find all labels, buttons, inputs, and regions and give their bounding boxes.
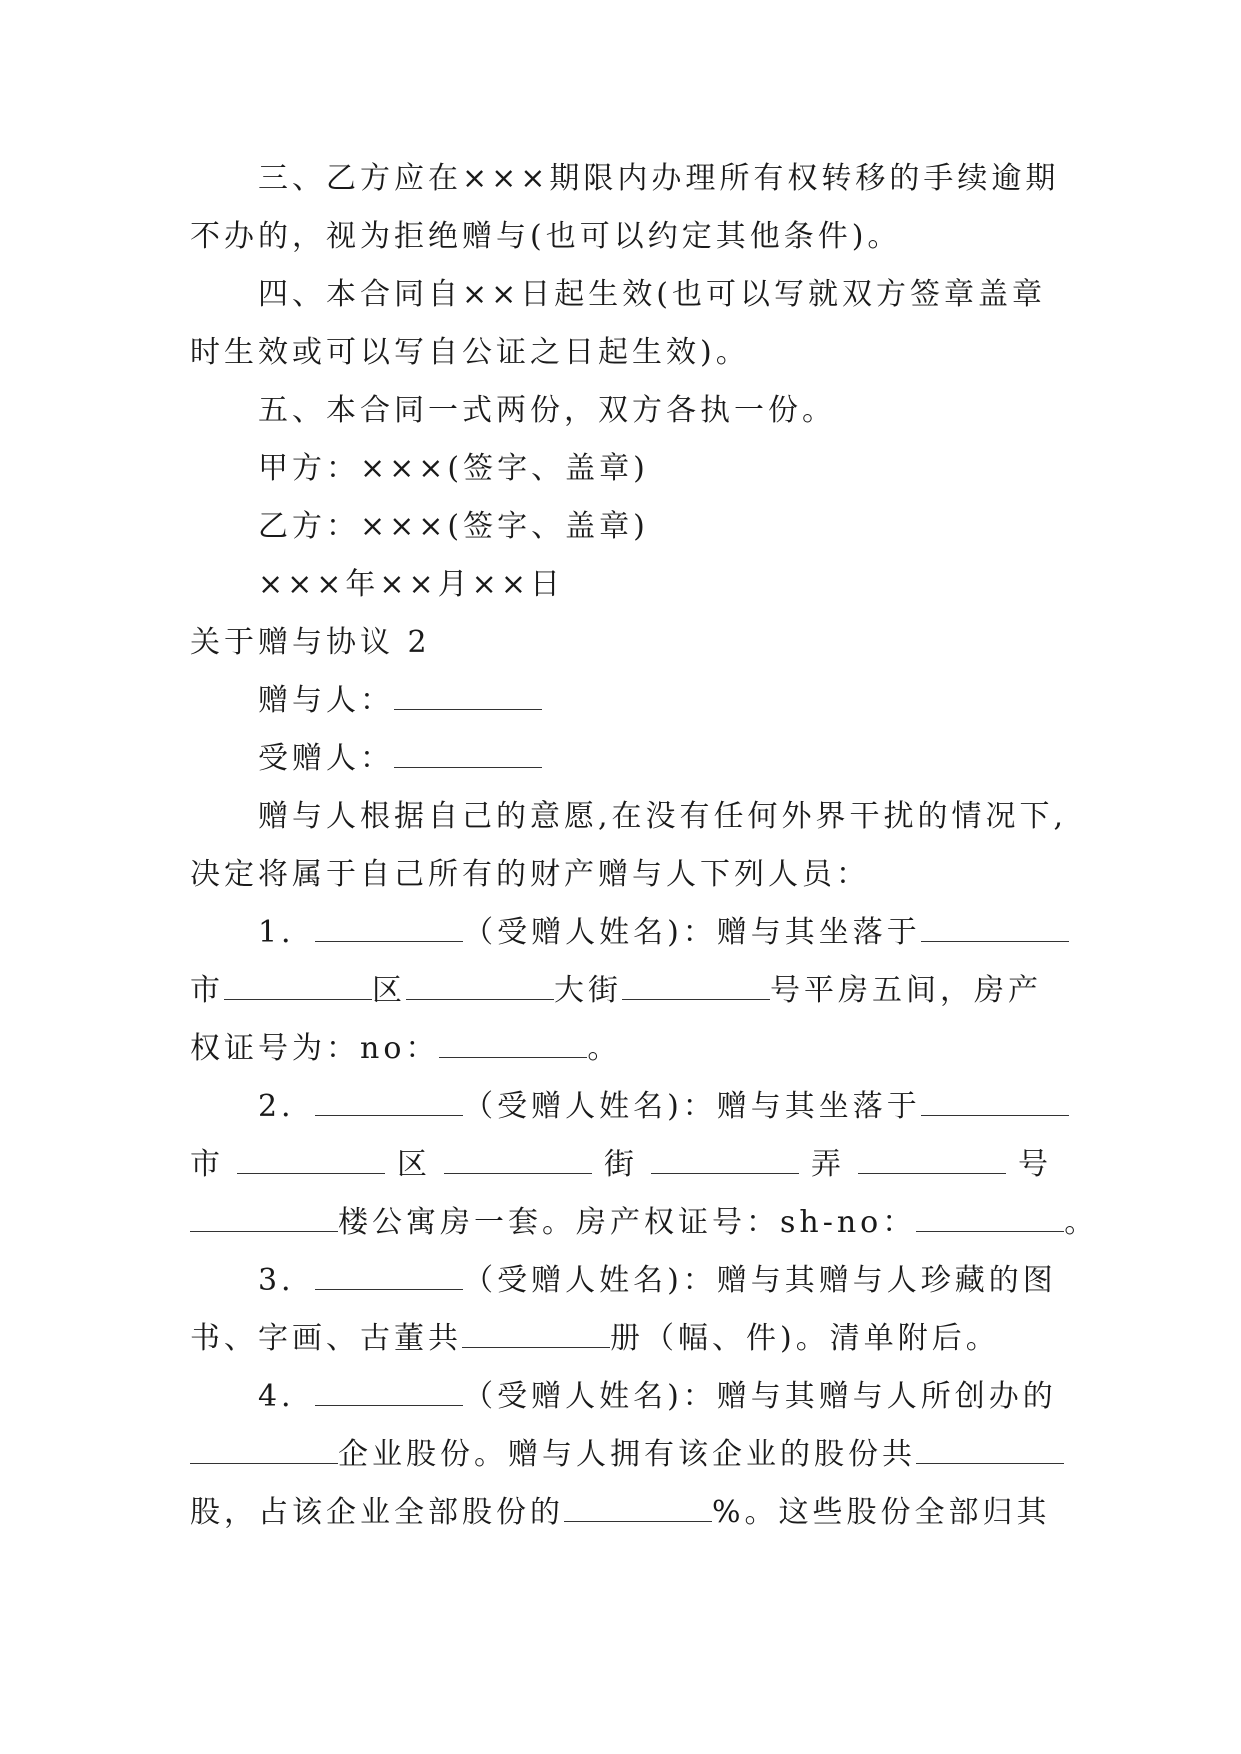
item-2-cert-blank — [916, 1209, 1064, 1232]
item-1-city: 市 — [190, 973, 224, 1008]
donee-blank — [394, 745, 542, 768]
item-3-text-2b: 册（幅、件)。清单附后。 — [610, 1321, 1000, 1356]
item-2-street-blank — [651, 1151, 799, 1174]
donor-line — [190, 672, 1052, 730]
item-2-donee-note: （受赠人姓名)：赠与其坐落于 — [463, 1089, 921, 1124]
item-4-line-1 — [190, 1368, 1057, 1426]
item-4-company-blank — [190, 1441, 338, 1464]
item-2-building: 楼公寓房一套。房产权证号：sh-no： — [338, 1205, 917, 1240]
signing-date: ×××年××月××日 — [258, 567, 564, 602]
item-3-text-2a: 书、字画、古董共 — [190, 1321, 462, 1356]
section-title: 关于赠与协议 2 — [190, 625, 431, 660]
item-1-number: 1． — [258, 915, 316, 950]
item-4-text-1: （受赠人姓名)：赠与其赠与人所创办的 — [463, 1379, 1057, 1414]
clause-3-line-2: 不办的，视为拒绝赠与(也可以约定其他条件)。 — [190, 219, 902, 254]
item-2-line-1 — [190, 1078, 1052, 1136]
item-4-shares-blank — [916, 1441, 1064, 1464]
item-3-line-2 — [190, 1310, 1052, 1368]
item-3-donee-blank — [315, 1267, 463, 1290]
item-2-line-3 — [190, 1194, 1099, 1252]
item-2-district: 区 — [397, 1147, 431, 1182]
item-2-city-blank — [237, 1151, 385, 1174]
item-4-percent-blank — [564, 1499, 712, 1522]
clause-3-line-1: 三、乙方应在×××期限内办理所有权转移的手续逾期 — [258, 161, 1060, 196]
item-1-district: 区 — [372, 973, 406, 1008]
item-2-lane-blank — [858, 1151, 1006, 1174]
item-4-text-2: 企业股份。赠与人拥有该企业的股份共 — [338, 1437, 916, 1472]
item-2-district-blank — [444, 1151, 592, 1174]
item-4-donee-blank — [315, 1383, 463, 1406]
clause-4-line-2: 时生效或可以写自公证之日起生效)。 — [190, 335, 750, 370]
item-1-line-2 — [190, 962, 1052, 1020]
item-3-number: 3． — [258, 1263, 316, 1298]
item-3-count-blank — [462, 1325, 610, 1348]
donee-label: 受赠人： — [258, 741, 394, 776]
item-2-location-blank — [921, 1093, 1069, 1116]
item-4-line-3 — [190, 1484, 1052, 1542]
item-1-donee-note: （受赠人姓名)：赠与其坐落于 — [463, 915, 921, 950]
item-2-donee-blank — [315, 1093, 463, 1116]
item-1-line-3 — [190, 1020, 1052, 1078]
intro-line-1: 赠与人根据自己的意愿,在没有任何外界干扰的情况下, — [258, 799, 1068, 834]
clause-5: 五、本合同一式两份，双方各执一份。 — [258, 393, 836, 428]
item-2-number: 2． — [258, 1089, 316, 1124]
item-4-line-2 — [190, 1426, 1052, 1484]
intro-line-2: 决定将属于自己所有的财产赠与人下列人员： — [190, 857, 870, 892]
document-page — [190, 150, 1099, 1542]
item-1-street: 大街 — [554, 973, 622, 1008]
clause-4-line-1: 四、本合同自××日起生效(也可以写就双方签章盖章 — [258, 277, 1046, 312]
item-3-text-1: （受赠人姓名)：赠与其赠与人珍藏的图 — [463, 1263, 1057, 1298]
item-2-house-number: 号 — [1018, 1147, 1052, 1182]
item-1-cert-blank — [439, 1035, 587, 1058]
item-1-street-blank — [622, 977, 770, 1000]
item-2-building-blank — [190, 1209, 338, 1232]
item-1-location-blank — [921, 919, 1069, 942]
donor-blank — [394, 687, 542, 710]
item-2-line-2 — [190, 1136, 1052, 1194]
donor-label: 赠与人： — [258, 683, 394, 718]
item-3-line-1 — [190, 1252, 1057, 1310]
item-1-city-blank — [224, 977, 372, 1000]
item-4-number: 4． — [258, 1379, 316, 1414]
item-4-text-3a: 股，占该企业全部股份的 — [190, 1495, 564, 1530]
item-1-donee-blank — [315, 919, 463, 942]
party-b-signature: 乙方：×××(签字、盖章) — [258, 509, 649, 544]
item-4-text-3b: %。这些股份全部归其 — [712, 1495, 1051, 1530]
item-1-district-blank — [406, 977, 554, 1000]
item-1-end: 。 — [587, 1031, 622, 1066]
item-2-street: 街 — [604, 1147, 638, 1182]
party-a-signature: 甲方：×××(签字、盖章) — [258, 451, 649, 486]
item-2-end: 。 — [1064, 1205, 1099, 1240]
item-2-city: 市 — [190, 1147, 224, 1182]
item-1-line-1 — [190, 904, 1052, 962]
donee-line — [190, 730, 1052, 788]
item-2-lane: 弄 — [811, 1147, 845, 1182]
item-1-house: 号平房五间，房产 — [770, 973, 1042, 1008]
item-1-cert-label: 权证号为：no： — [190, 1031, 440, 1066]
